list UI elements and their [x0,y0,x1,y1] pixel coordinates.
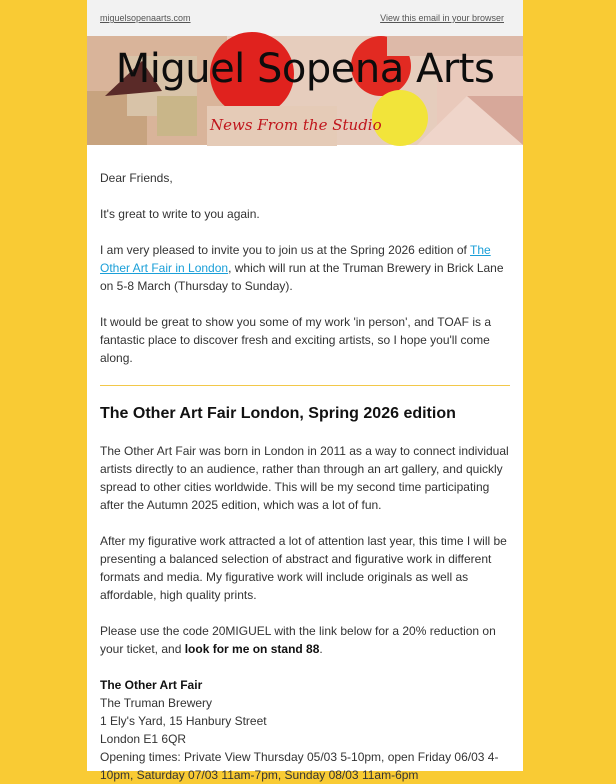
venue-name: The Other Art Fair [100,678,203,692]
address-line-3: London E1 6QR [100,732,187,746]
banner-title: Miguel Sopena Arts [115,46,495,92]
address-line-1: The Truman Brewery [100,696,213,710]
venue-address [100,676,510,784]
work-paragraph: After my figurative work attracted a lot of attention last year, this time I will be presenting a balanced selection of abstract and figurative work in different formats and media. My figurative work will include originals as well as affordable, high quality prints. [100,534,507,602]
greeting: Dear Friends, [100,171,173,185]
fair-history-paragraph: The Other Art Fair was born in London in 2011 as a way to connect individual artists directly to an audience, rather than through an art gallery, and quickly spread to other cities worldwide. This will be my second time participating after the Autumn 2025 edition, which was a lot of fun. [100,444,509,512]
discount-paragraph: Please use the code 20MIGUEL with the link below for a 20% reduction on your ticket, and look for me on stand 88. [100,624,496,656]
stand-info: look for me on stand 88 [184,642,320,656]
header-banner [87,36,523,145]
site-link[interactable]: miguelsopenaarts.com [100,13,191,23]
intro-paragraph: It's great to write to you again. [100,207,260,221]
view-in-browser-link[interactable]: View this email in your browser [380,13,504,23]
visit-paragraph: It would be great to show you some of my work 'in person', and TOAF is a fantastic place to discover fresh and exciting artists, so I hope you'll come along. [100,315,491,365]
invite-paragraph: I am very pleased to invite you to join us at the Spring 2026 edition of The Other Art Fair in London, which will run at the Truman Brewery in Brick Lane on 5-8 March (Thursday to Sunday). [100,243,504,293]
preheader-bar [87,0,523,36]
banner-subtitle: News From the Studio [210,116,382,134]
toaf-link[interactable]: The Other Art Fair in London [100,243,491,275]
email-body [87,0,523,782]
opening-times: Opening times: Private View Thursday 05/03 5-10pm, open Friday 06/03 4-10pm, Saturday 07/03 11am-7pm, Sunday 08/03 11am-6pm [100,750,499,782]
message-content [87,169,523,784]
section-divider [100,385,510,386]
section-heading: The Other Art Fair London, Spring 2026 edition [100,405,456,422]
address-line-2: 1 Ely's Yard, 15 Hanbury Street [100,714,267,728]
